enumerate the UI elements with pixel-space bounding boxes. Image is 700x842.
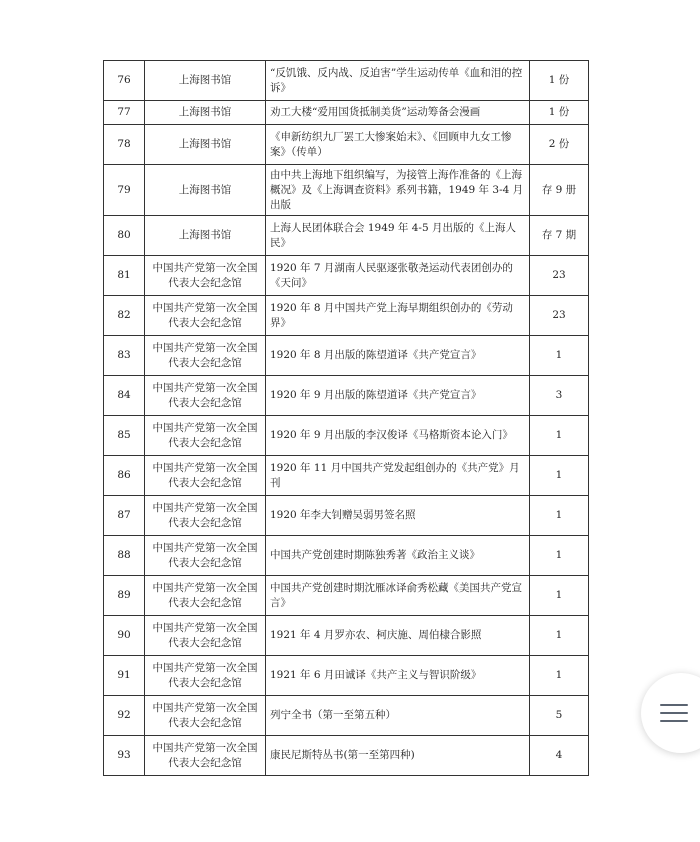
row-quantity: 4	[530, 736, 589, 776]
row-item-name: 《申新纺织九厂罢工大惨案始末》、《回顾申九女工惨案》（传单）	[266, 125, 530, 165]
row-number: 86	[104, 456, 145, 496]
row-institution: 中国共产党第一次全国代表大会纪念馆	[145, 456, 266, 496]
row-number: 77	[104, 101, 145, 125]
row-number: 93	[104, 736, 145, 776]
row-item-name: 列宁全书（第一至第五种）	[266, 696, 530, 736]
row-item-name: 上海人民团体联合会 1949 年 4-5 月出版的《上海人民》	[266, 216, 530, 256]
row-number: 85	[104, 416, 145, 456]
row-number: 88	[104, 536, 145, 576]
table-row	[104, 101, 589, 125]
table-row	[104, 296, 589, 336]
row-item-name: 中国共产党创建时期陈独秀著《政治主义谈》	[266, 536, 530, 576]
table-row	[104, 336, 589, 376]
row-number: 76	[104, 61, 145, 101]
row-number: 79	[104, 165, 145, 216]
row-institution: 上海图书馆	[145, 216, 266, 256]
table-row	[104, 496, 589, 536]
row-institution: 上海图书馆	[145, 61, 266, 101]
row-item-name: 中国共产党创建时期沈雁冰译俞秀松藏《美国共产党宣言》	[266, 576, 530, 616]
table-row	[104, 256, 589, 296]
row-quantity: 1 份	[530, 101, 589, 125]
table-row	[104, 536, 589, 576]
row-number: 87	[104, 496, 145, 536]
table-row	[104, 616, 589, 656]
row-quantity: 5	[530, 696, 589, 736]
row-quantity: 1	[530, 576, 589, 616]
table-row	[104, 656, 589, 696]
table-row	[104, 61, 589, 101]
row-quantity: 1	[530, 336, 589, 376]
row-item-name: 1920 年李大钊赠吴弱男签名照	[266, 496, 530, 536]
row-number: 89	[104, 576, 145, 616]
row-quantity: 1	[530, 496, 589, 536]
row-number: 78	[104, 125, 145, 165]
row-item-name: 1920 年 9 月出版的李汉俊译《马格斯资本论入门》	[266, 416, 530, 456]
row-quantity: 1	[530, 416, 589, 456]
row-item-name: 由中共上海地下组织编写，为接管上海作准备的《上海概况》及《上海调查资料》系列书籍，1949 年 3-4 月出版	[266, 165, 530, 216]
row-institution: 中国共产党第一次全国代表大会纪念馆	[145, 656, 266, 696]
row-item-name: “反饥饿、反内战、反迫害”学生运动传单《血和泪的控诉》	[266, 61, 530, 101]
row-institution: 上海图书馆	[145, 165, 266, 216]
row-quantity: 存 7 期	[530, 216, 589, 256]
table-row	[104, 576, 589, 616]
row-item-name: 1920 年 9 月出版的陈望道译《共产党宣言》	[266, 376, 530, 416]
row-quantity: 1 份	[530, 61, 589, 101]
row-institution: 中国共产党第一次全国代表大会纪念馆	[145, 576, 266, 616]
row-number: 80	[104, 216, 145, 256]
row-item-name: 1920 年 8 月出版的陈望道译《共产党宣言》	[266, 336, 530, 376]
row-institution: 中国共产党第一次全国代表大会纪念馆	[145, 616, 266, 656]
row-number: 92	[104, 696, 145, 736]
table-row	[104, 416, 589, 456]
row-institution: 中国共产党第一次全国代表大会纪念馆	[145, 696, 266, 736]
row-item-name: 1920 年 7 月湖南人民驱逐张敬尧运动代表团创办的《天问》	[266, 256, 530, 296]
row-institution: 上海图书馆	[145, 101, 266, 125]
menu-button[interactable]	[641, 673, 700, 753]
table-body	[104, 61, 589, 776]
row-institution: 中国共产党第一次全国代表大会纪念馆	[145, 536, 266, 576]
row-institution: 中国共产党第一次全国代表大会纪念馆	[145, 336, 266, 376]
row-item-name: 1920 年 8 月中国共产党上海早期组织创办的《劳动界》	[266, 296, 530, 336]
row-quantity: 23	[530, 296, 589, 336]
row-number: 81	[104, 256, 145, 296]
row-number: 82	[104, 296, 145, 336]
row-quantity: 1	[530, 536, 589, 576]
table-row	[104, 696, 589, 736]
row-quantity: 3	[530, 376, 589, 416]
row-item-name: 康民尼斯特丛书(第一至第四种)	[266, 736, 530, 776]
row-institution: 中国共产党第一次全国代表大会纪念馆	[145, 376, 266, 416]
row-institution: 中国共产党第一次全国代表大会纪念馆	[145, 256, 266, 296]
row-number: 90	[104, 616, 145, 656]
table-row	[104, 736, 589, 776]
collection-table	[103, 60, 589, 776]
row-quantity: 1	[530, 456, 589, 496]
row-quantity: 1	[530, 616, 589, 656]
row-quantity: 存 9 册	[530, 165, 589, 216]
table-row	[104, 376, 589, 416]
row-item-name: 1921 年 4 月罗亦农、柯庆施、周伯棣合影照	[266, 616, 530, 656]
row-institution: 中国共产党第一次全国代表大会纪念馆	[145, 496, 266, 536]
row-number: 84	[104, 376, 145, 416]
row-institution: 中国共产党第一次全国代表大会纪念馆	[145, 416, 266, 456]
row-institution: 中国共产党第一次全国代表大会纪念馆	[145, 736, 266, 776]
row-institution: 上海图书馆	[145, 125, 266, 165]
table-row	[104, 165, 589, 216]
row-item-name: 1921 年 6 月田诚译《共产主义与智识阶级》	[266, 656, 530, 696]
row-number: 83	[104, 336, 145, 376]
row-quantity: 23	[530, 256, 589, 296]
table-row	[104, 125, 589, 165]
table-row	[104, 216, 589, 256]
row-quantity: 1	[530, 656, 589, 696]
row-item-name: 1920 年 11 月中国共产党发起组创办的《共产党》月刊	[266, 456, 530, 496]
row-quantity: 2 份	[530, 125, 589, 165]
row-institution: 中国共产党第一次全国代表大会纪念馆	[145, 296, 266, 336]
table-row	[104, 456, 589, 496]
row-number: 91	[104, 656, 145, 696]
row-item-name: 劝工大楼“爱用国货抵制美货”运动筹备会漫画	[266, 101, 530, 125]
